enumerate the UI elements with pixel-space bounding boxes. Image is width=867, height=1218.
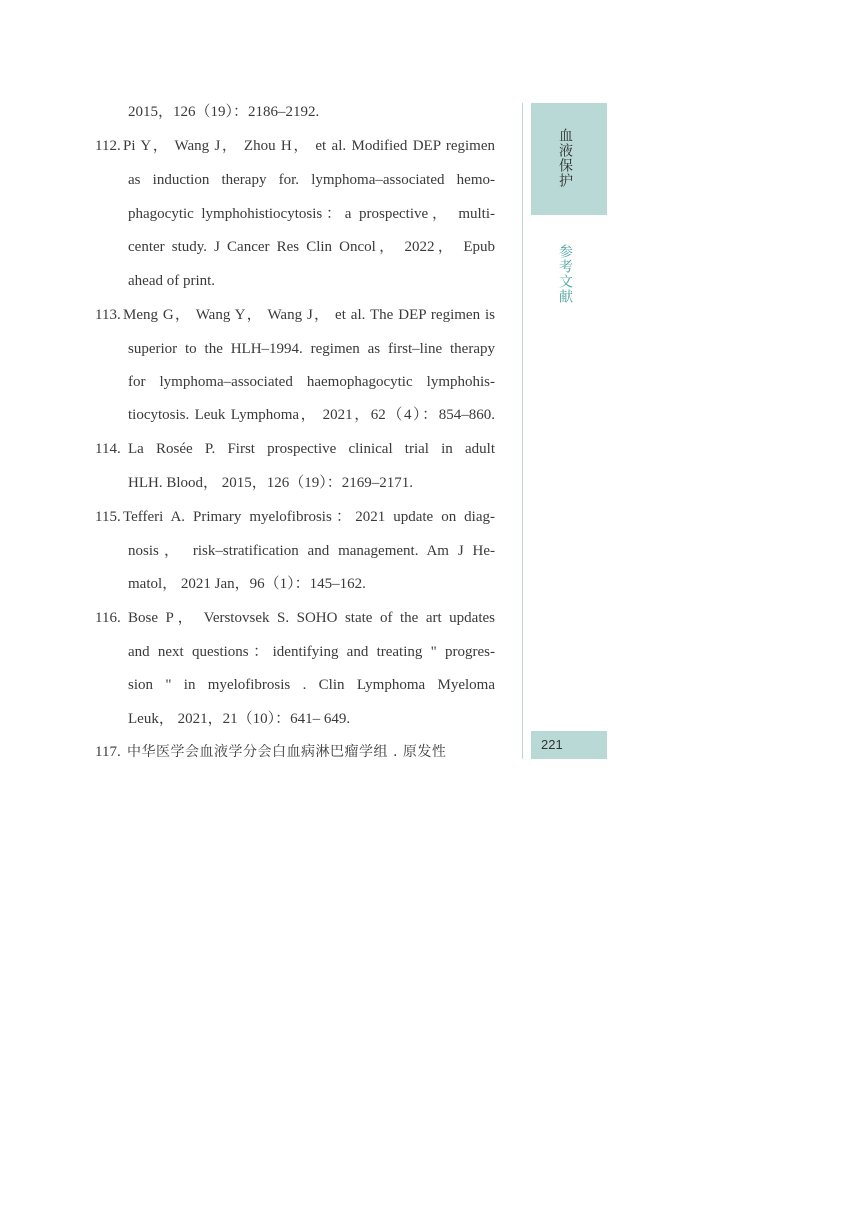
column-divider — [522, 103, 523, 759]
page-number: 221 — [541, 737, 563, 752]
reference-line: superior to the HLH–1994. regimen as first–line therapy — [128, 341, 495, 357]
reference-line: for lymphoma–associated haemophagocytic lymphohis- — [128, 374, 495, 390]
reference-number: 113. — [95, 307, 121, 323]
reference-line: 中华医学会血液学分会白血病淋巴瘤学组 . 原发性 — [127, 744, 447, 760]
reference-number: 114. — [95, 441, 121, 457]
reference-number: 116. — [95, 610, 121, 626]
reference-line: as induction therapy for. lymphoma–associated hemo- — [128, 172, 495, 188]
reference-line: Bose P， Verstovsek S. SOHO state of the art updates — [128, 610, 495, 626]
reference-line: 2015，126（19）：2186–2192. — [128, 104, 320, 120]
reference-line: matol， 2021 Jan，96（1）：145–162. — [128, 576, 366, 592]
reference-number: 117. — [95, 744, 121, 760]
reference-line: Leuk， 2021，21（10）：641– 649. — [128, 711, 351, 727]
reference-number: 115. — [95, 509, 121, 525]
reference-line: HLH. Blood， 2015，126（19）：2169–2171. — [128, 475, 414, 491]
reference-line: phagocytic lymphohistiocytosis：a prospective， multi- — [128, 206, 495, 222]
reference-line: ahead of print. — [128, 273, 216, 289]
reference-number: 112. — [95, 138, 121, 154]
reference-line: Pi Y， Wang J， Zhou H， et al. Modified DEP regimen — [123, 138, 495, 154]
reference-line: sion " in myelofibrosis . Clin Lymphoma Myeloma — [128, 677, 495, 693]
reference-line: La Rosée P. First prospective clinical trial in adult — [128, 441, 495, 457]
reference-line: nosis， risk–stratification and management. Am J He- — [128, 543, 495, 559]
reference-line: Tefferi A. Primary myelofibrosis：2021 update on diag- — [123, 509, 495, 525]
reference-line: and next questions：identifying and treating " progres- — [128, 644, 495, 660]
reference-line: center study. J Cancer Res Clin Oncol， 2022， Epub — [128, 239, 495, 255]
section-label: 参考文献 — [557, 244, 573, 304]
reference-list — [0, 0, 520, 780]
reference-line: Meng G， Wang Y， Wang J， et al. The DEP regimen is — [123, 307, 495, 323]
chapter-title: 血液保护 — [557, 128, 573, 188]
reference-line: tiocytosis. Leuk Lymphoma， 2021，62（4）：854–860. — [128, 407, 495, 423]
